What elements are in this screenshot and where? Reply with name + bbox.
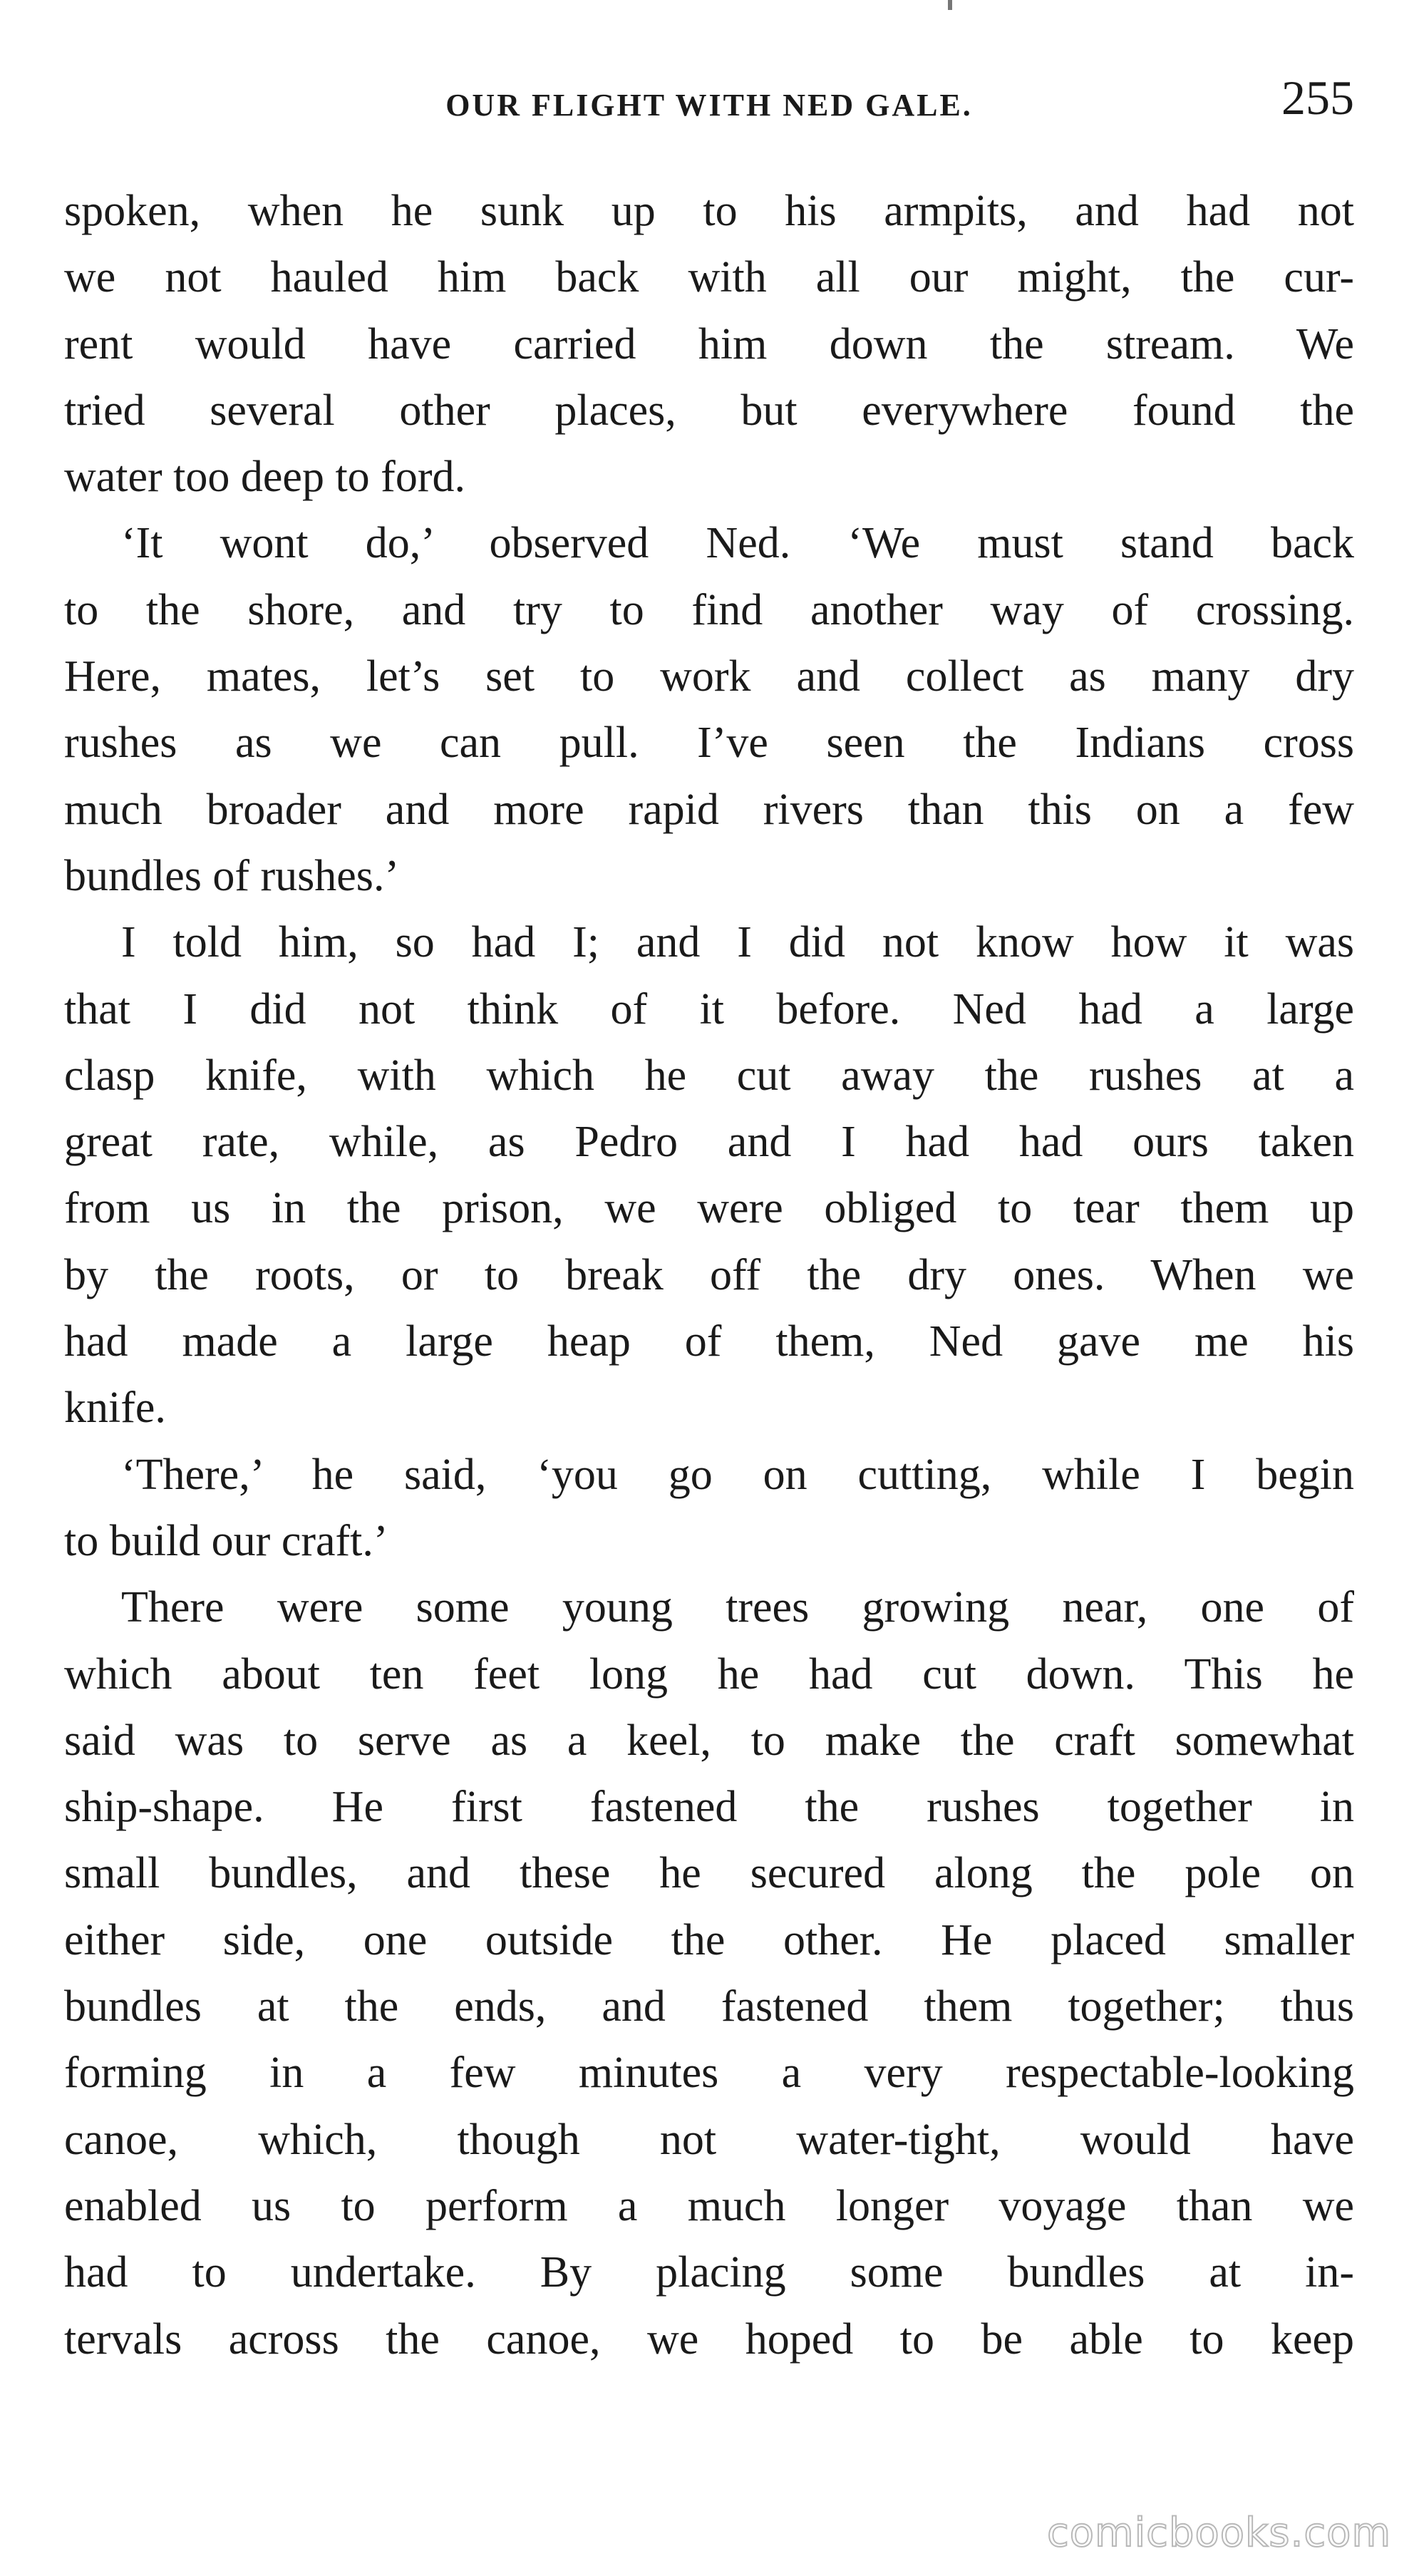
text-line: tervals across the canoe, we hoped to be able to keep <box>64 2314 1354 2364</box>
text-line: spoken, when he sunk up to his armpits, and had not <box>64 187 1354 235</box>
text-line: ‘It wont do,’ observed Ned. ‘We must stand back <box>121 519 1354 568</box>
text-line: had to undertake. By placing some bundles at in- <box>64 2248 1354 2297</box>
text-line: forming in a few minutes a very respectable-looking <box>64 2049 1354 2098</box>
text-line: rushes as we can pull. I’ve seen the Indians cross <box>64 718 1354 768</box>
text-line: There were some young trees growing near, one of <box>121 1583 1354 1632</box>
text-line: either side, one outside the other. He placed smaller <box>64 1915 1354 1964</box>
text-line: canoe, which, though not water-tight, would have <box>64 2115 1354 2164</box>
watermark-logo: comicbooks.com <box>1046 2510 1391 2556</box>
text-line: bundles at the ends, and fastened them together; thus <box>64 1982 1354 2031</box>
text-line: said was to serve as a keel, to make the craft somewhat <box>64 1716 1354 1765</box>
text-line: to the shore, and try to find another way of crossing. <box>64 585 1354 634</box>
text-line: clasp knife, with which he cut away the rushes at a <box>64 1051 1354 1100</box>
text-line: water too deep to ford. <box>64 453 465 502</box>
text-line: that I did not think of it before. Ned had a large <box>64 984 1354 1034</box>
text-line: bundles of rushes.’ <box>64 851 400 900</box>
text-line: much broader and more rapid rivers than this on a few <box>64 785 1354 834</box>
text-line: Here, mates, let’s set to work and collect as many dry <box>64 652 1354 701</box>
page-header <box>64 66 1354 144</box>
text-line: from us in the prison, we were obliged to tear them up <box>64 1184 1354 1233</box>
page-edge-mark <box>948 0 952 10</box>
page-number: 255 <box>1281 71 1354 125</box>
text-line: I told him, so had I; and I did not know how it was <box>121 918 1354 967</box>
text-line: we not hauled him back with all our might, the cur- <box>64 253 1354 302</box>
text-line: great rate, while, as Pedro and I had had ours taken <box>64 1118 1354 1167</box>
text-line: tried several other places, but everywhere found the <box>64 386 1354 435</box>
text-line: knife. <box>64 1384 166 1433</box>
text-line: ship-shape. He first fastened the rushes together in <box>64 1783 1354 1832</box>
body-text <box>64 178 1354 2373</box>
running-head: OUR FLIGHT WITH NED GALE. <box>445 88 973 123</box>
text-line: had made a large heap of them, Ned gave me his <box>64 1317 1354 1366</box>
text-line: by the roots, or to break off the dry ones. When we <box>64 1250 1354 1299</box>
text-line: ‘There,’ he said, ‘you go on cutting, while I begin <box>121 1450 1354 1499</box>
text-line: small bundles, and these he secured along the pole on <box>64 1849 1354 1898</box>
text-line: which about ten feet long he had cut down. This he <box>64 1649 1354 1699</box>
text-line: rent would have carried him down the stream. We <box>64 319 1354 369</box>
text-line: enabled us to perform a much longer voyage than we <box>64 2181 1354 2230</box>
text-line: to build our craft.’ <box>64 1516 388 1565</box>
